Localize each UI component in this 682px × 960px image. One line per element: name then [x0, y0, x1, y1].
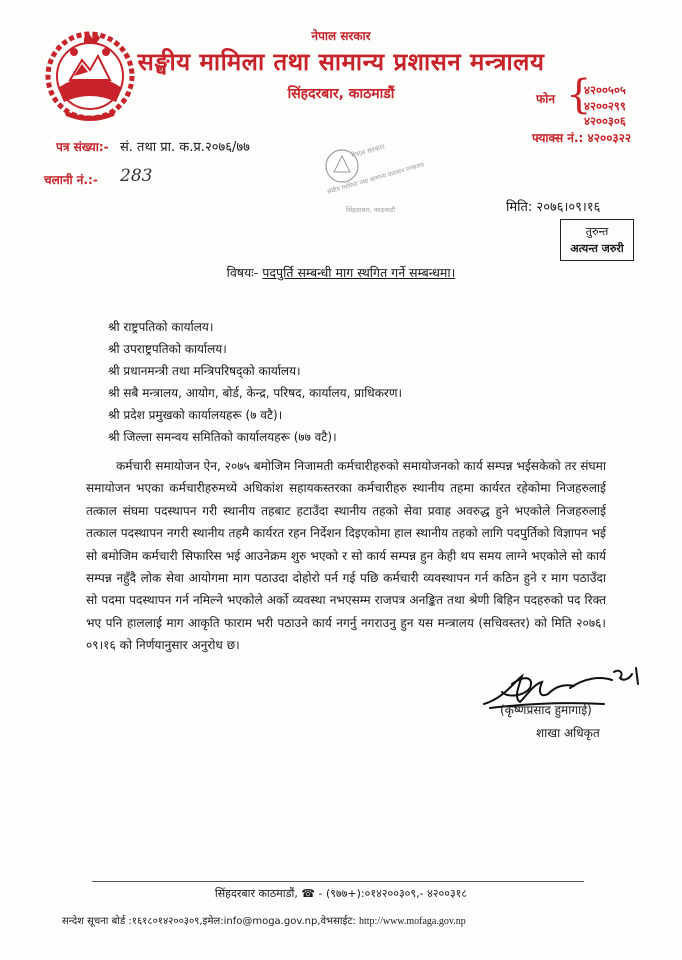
- footer-info: [62, 913, 466, 927]
- government-label: नेपाल सरकार: [311, 29, 371, 43]
- recipient-item: श्री उपराष्ट्रपतिको कार्यालय।: [108, 342, 227, 356]
- footer-divider: [92, 881, 584, 882]
- recipient-item: श्री सबै मन्त्रालय, आयोग, बोर्ड, केन्द्र, परिषद, कार्यालय, प्राधिकरण।: [108, 386, 403, 400]
- reference-number: सं. तथा प्रा. क.प्र.२०७६/७७: [120, 140, 250, 155]
- footer-notice: सन्देश सूचना बोर्ड :१६१८०१४२००३०९,इमेल:info@moga.gov.np,वेभसाईट:: [62, 916, 356, 927]
- phone-numbers: [584, 83, 626, 130]
- footer-contact: सिंहदरबार काठमाडौं, ☎ - (९७७+):०१४२००३०९,- ४२००३१८: [214, 887, 468, 900]
- ministry-address: सिंहदरबार, काठमाडौं: [287, 86, 395, 102]
- phone-brace: {: [566, 72, 592, 118]
- phone-number: ४२००५०५: [584, 83, 626, 97]
- stamp-line2: संघीय मामिला तथा सामान्य प्रशासन मन्त्रालय: [326, 161, 425, 196]
- phone-number: ४२००३०६: [584, 114, 626, 128]
- ministry-title: सङ्घीय मामिला तथा सामान्य प्रशासन मन्त्रालय: [137, 48, 545, 76]
- stamp-line3: सिंहदरबार, काठमाडौं: [346, 206, 396, 214]
- recipient-item: श्री राष्ट्रपतिको कार्यालय।: [108, 320, 214, 334]
- subject-line: [0, 264, 682, 281]
- urgency-line1: तुरुन्त: [585, 225, 609, 238]
- recipient-item: श्री प्रधानमन्त्री तथा मन्त्रिपरिषद्को कार्यालय।: [108, 364, 301, 378]
- recipient-item: श्री जिल्ला समन्वय समितिको कार्यालयहरू (७७ वटै)।: [108, 430, 337, 444]
- dispatch-label: चलानी नं.:-: [44, 173, 98, 187]
- signatory-title: शाखा अधिकृत: [536, 726, 600, 740]
- signatory-name: (कृष्णप्रसाद हुमागाई): [500, 703, 592, 717]
- phone-number: ४२००२९९: [584, 98, 626, 113]
- reference-label: पत्र संख्या:-: [56, 140, 109, 154]
- urgency-line2: अत्यन्त जरुरी: [570, 242, 624, 255]
- letter-date: मिति: २०७६।०९।१६: [506, 200, 601, 215]
- subject-label: विषयः-: [226, 265, 259, 280]
- phone-label: फोन: [536, 92, 556, 106]
- office-stamp: [288, 136, 448, 218]
- letter-body: कर्मचारी समायोजन ऐन, २०७५ बमोजिम निजामती कर्मचारीहरुको समायोजनको कार्य सम्पन्न भईसकेको तर संघमा समायोजन भएका कर्मचारीहरुमध्ये अधिकांश सहायकस्तरका कर्मचारीहरु स्थानीय तहमा कार्यरत रहेकोमा निजहरुलाई तत्काल संघमा पदस्थापन गरी स्थानीय तहबाट हटाउँदा स्थानीय तहको सेवा प्रवाह अवरुद्ध हुने भएकोले निजहरुलाई तत्काल पदस्थापन नगरी स्थानीय तहमै कार्यरत रहन निर्देशन दिइएकोमा हाल स्थानीय तहको लागि पदपुर्तिको विज्ञापन भई सो बमोजिम कर्मचारी सिफारिस भई आउनेक्रम शुरु भएको र सो कार्य सम्पन्न हुन केही थप समय लाग्ने भएकोले सो कार्य सम्पन्न नहुँदै लोक सेवा आयोगमा माग पठाउदा दोहोरो पर्न गई पछि कर्मचारी व्यवस्थापन गर्न कठिन हुने र माग पठाउँदा सो पदमा पदस्थापन गर्न नमिल्ने भएकोले अर्को व्यवस्था नभएसम्म राजपत्र अनङ्कित तथा श्रेणी बिहिन पदहरुको पद रिक्त भए पनि हाललाई माग आकृति फाराम भरी पठाउने कार्य नगर्नु नगराउनु हुन यस मन्त्रालय (सचिवस्तर) को मिति २०७६।०९।१६ को निर्णयानुसार अनुरोध छ।: [86, 459, 606, 653]
- recipient-list: [108, 316, 402, 448]
- urgency-box: [560, 219, 634, 261]
- fax-number: फ्याक्स नं.: ४२००३२२: [532, 131, 632, 145]
- dispatch-number: 283: [120, 166, 153, 186]
- recipient-item: श्री प्रदेश प्रमुखको कार्यालयहरू (७ वटै)।: [108, 408, 283, 422]
- subject-text: पदपुर्ति सम्बन्धी माग स्थगित गर्ने सम्बन्धमा।: [262, 265, 456, 280]
- stamp-line1: नेपाल सरकार: [350, 142, 386, 160]
- website-link[interactable]: http://www.mofaga.gov.np: [358, 916, 466, 927]
